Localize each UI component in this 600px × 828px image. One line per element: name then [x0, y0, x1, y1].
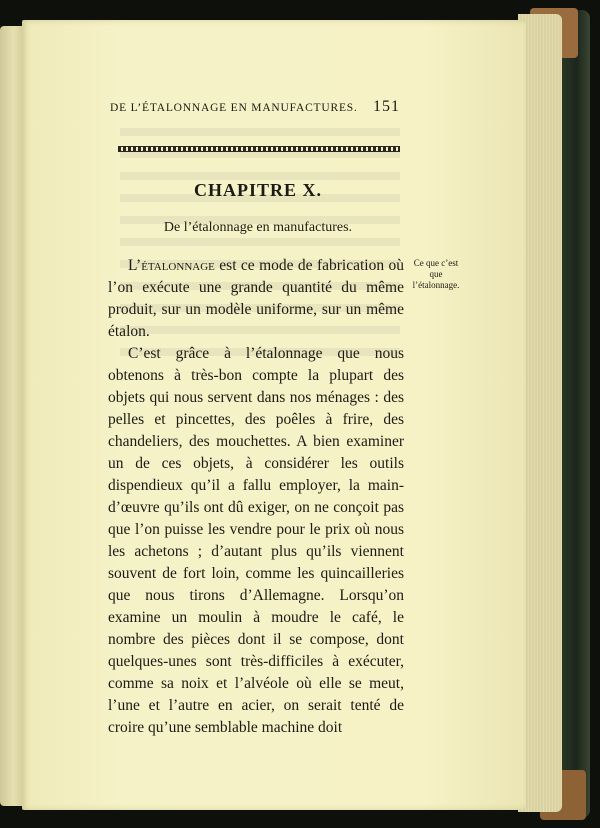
chapter-subtitle: De l’étalonnage en manufactures.: [163, 220, 353, 235]
page-number: 151: [373, 98, 400, 115]
paragraph-1: [108, 255, 404, 343]
paragraph-1-lead: L’étalonnage: [128, 257, 215, 274]
chapter-title: CHAPITRE X.: [193, 180, 322, 200]
paragraph-2: C’est grâce à l’étalonnage que nous obtenons à très-bon compte la plupart des objets qui nous servent dans nos ménages : des pelles et pincettes, des poêles à frire, des chandeliers, des mouchettes. A bien examiner un de ces objets, à considérer les outils dispendieux qu’il a fallu employer, la main-d’œuvre qu’ils ont dû exiger, on ne conçoit pas que l’on puisse les vendre pour le prix où nous les achetons ; d’autant plus qu’ils viennent souvent de fort loin, comme les quincailleries que nous tirons d’Allemagne. Lorsqu’on examine un moulin à moudre le café, le nombre des pièces dont il se compose, dont quelques-unes sont très-difficiles à exécuter, comme sa noix et l’alvéole où elle se meut, l’une et l’autre en acier, on serait tenté de croire qu’une semblable machine doit: [108, 345, 404, 736]
running-head: [110, 98, 400, 116]
margin-note: Ce que c’est que l’étalonnage.: [412, 258, 460, 290]
ornamental-rule: [118, 146, 400, 152]
previous-page-edge: [0, 26, 22, 806]
paragraph-1-text: est ce mode de fabrication où l’on exécute une grande quantité du même produit, sur un modèle uniforme, sur un même étalon.: [108, 257, 404, 340]
running-head-title: DE L’ÉTALONNAGE EN MANUFACTURES.: [110, 102, 358, 114]
body-text: [108, 255, 404, 739]
